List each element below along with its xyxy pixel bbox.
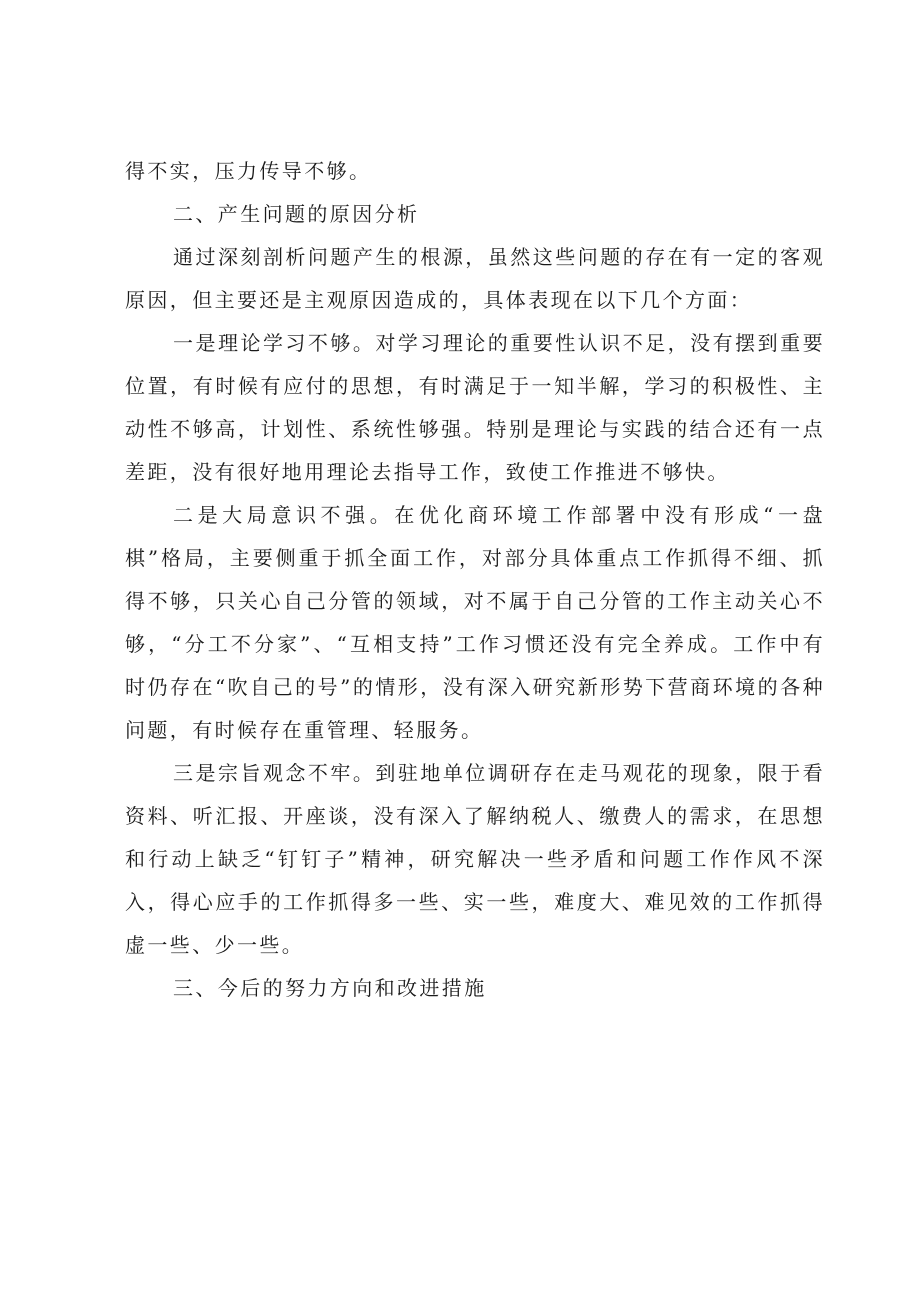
paragraph-theory-study: 一是理论学习不够。对学习理论的重要性认识不足，没有摆到重要位置，有时候有应付的思想，有时满足于一知半解，学习的积极性、主动性不够高，计划性、系统性够强。特别是理论与实践的结合还有一点差距，没有很好地用理论去指导工作，致使工作推进不够快。 xyxy=(125,331,825,484)
paragraph-continuation: 得不实，压力传导不够。 xyxy=(125,159,372,183)
paragraph-intro: 通过深刻剖析问题产生的根源，虽然这些问题的存在有一定的客观原因，但主要还是主观原因造成的，具体表现在以下几个方面： xyxy=(125,245,825,312)
paragraph-purpose-concept: 三是宗旨观念不牢。到驻地单位调研存在走马观花的现象，限于看资料、听汇报、开座谈，没有深入了解纳税人、缴费人的需求，在思想和行动上缺乏“钉钉子”精神，研究解决一些矛盾和问题工作作风不深入，得心应手的工作抓得多一些、实一些，难度大、难见效的工作抓得虚一些、少一些。 xyxy=(125,761,825,957)
paragraph-overall-awareness: 二是大局意识不强。在优化商环境工作部署中没有形成“一盘棋”格局，主要侧重于抓全面工作，对部分具体重点工作抓得不细、抓得不够，只关心自己分管的领域，对不属于自己分管的工作主动关心不够，“分工不分家”、“互相支持”工作习惯还没有完全养成。工作中有时仍存在“吹自己的号”的情形，没有深入研究新形势下营商环境的各种问题，有时候存在重管理、轻服务。 xyxy=(125,503,825,742)
section-heading-improvement: 三、今后的努力方向和改进措施 xyxy=(173,976,487,1000)
document-body xyxy=(125,150,825,1010)
section-heading-cause-analysis: 二、产生问题的原因分析 xyxy=(173,202,420,226)
